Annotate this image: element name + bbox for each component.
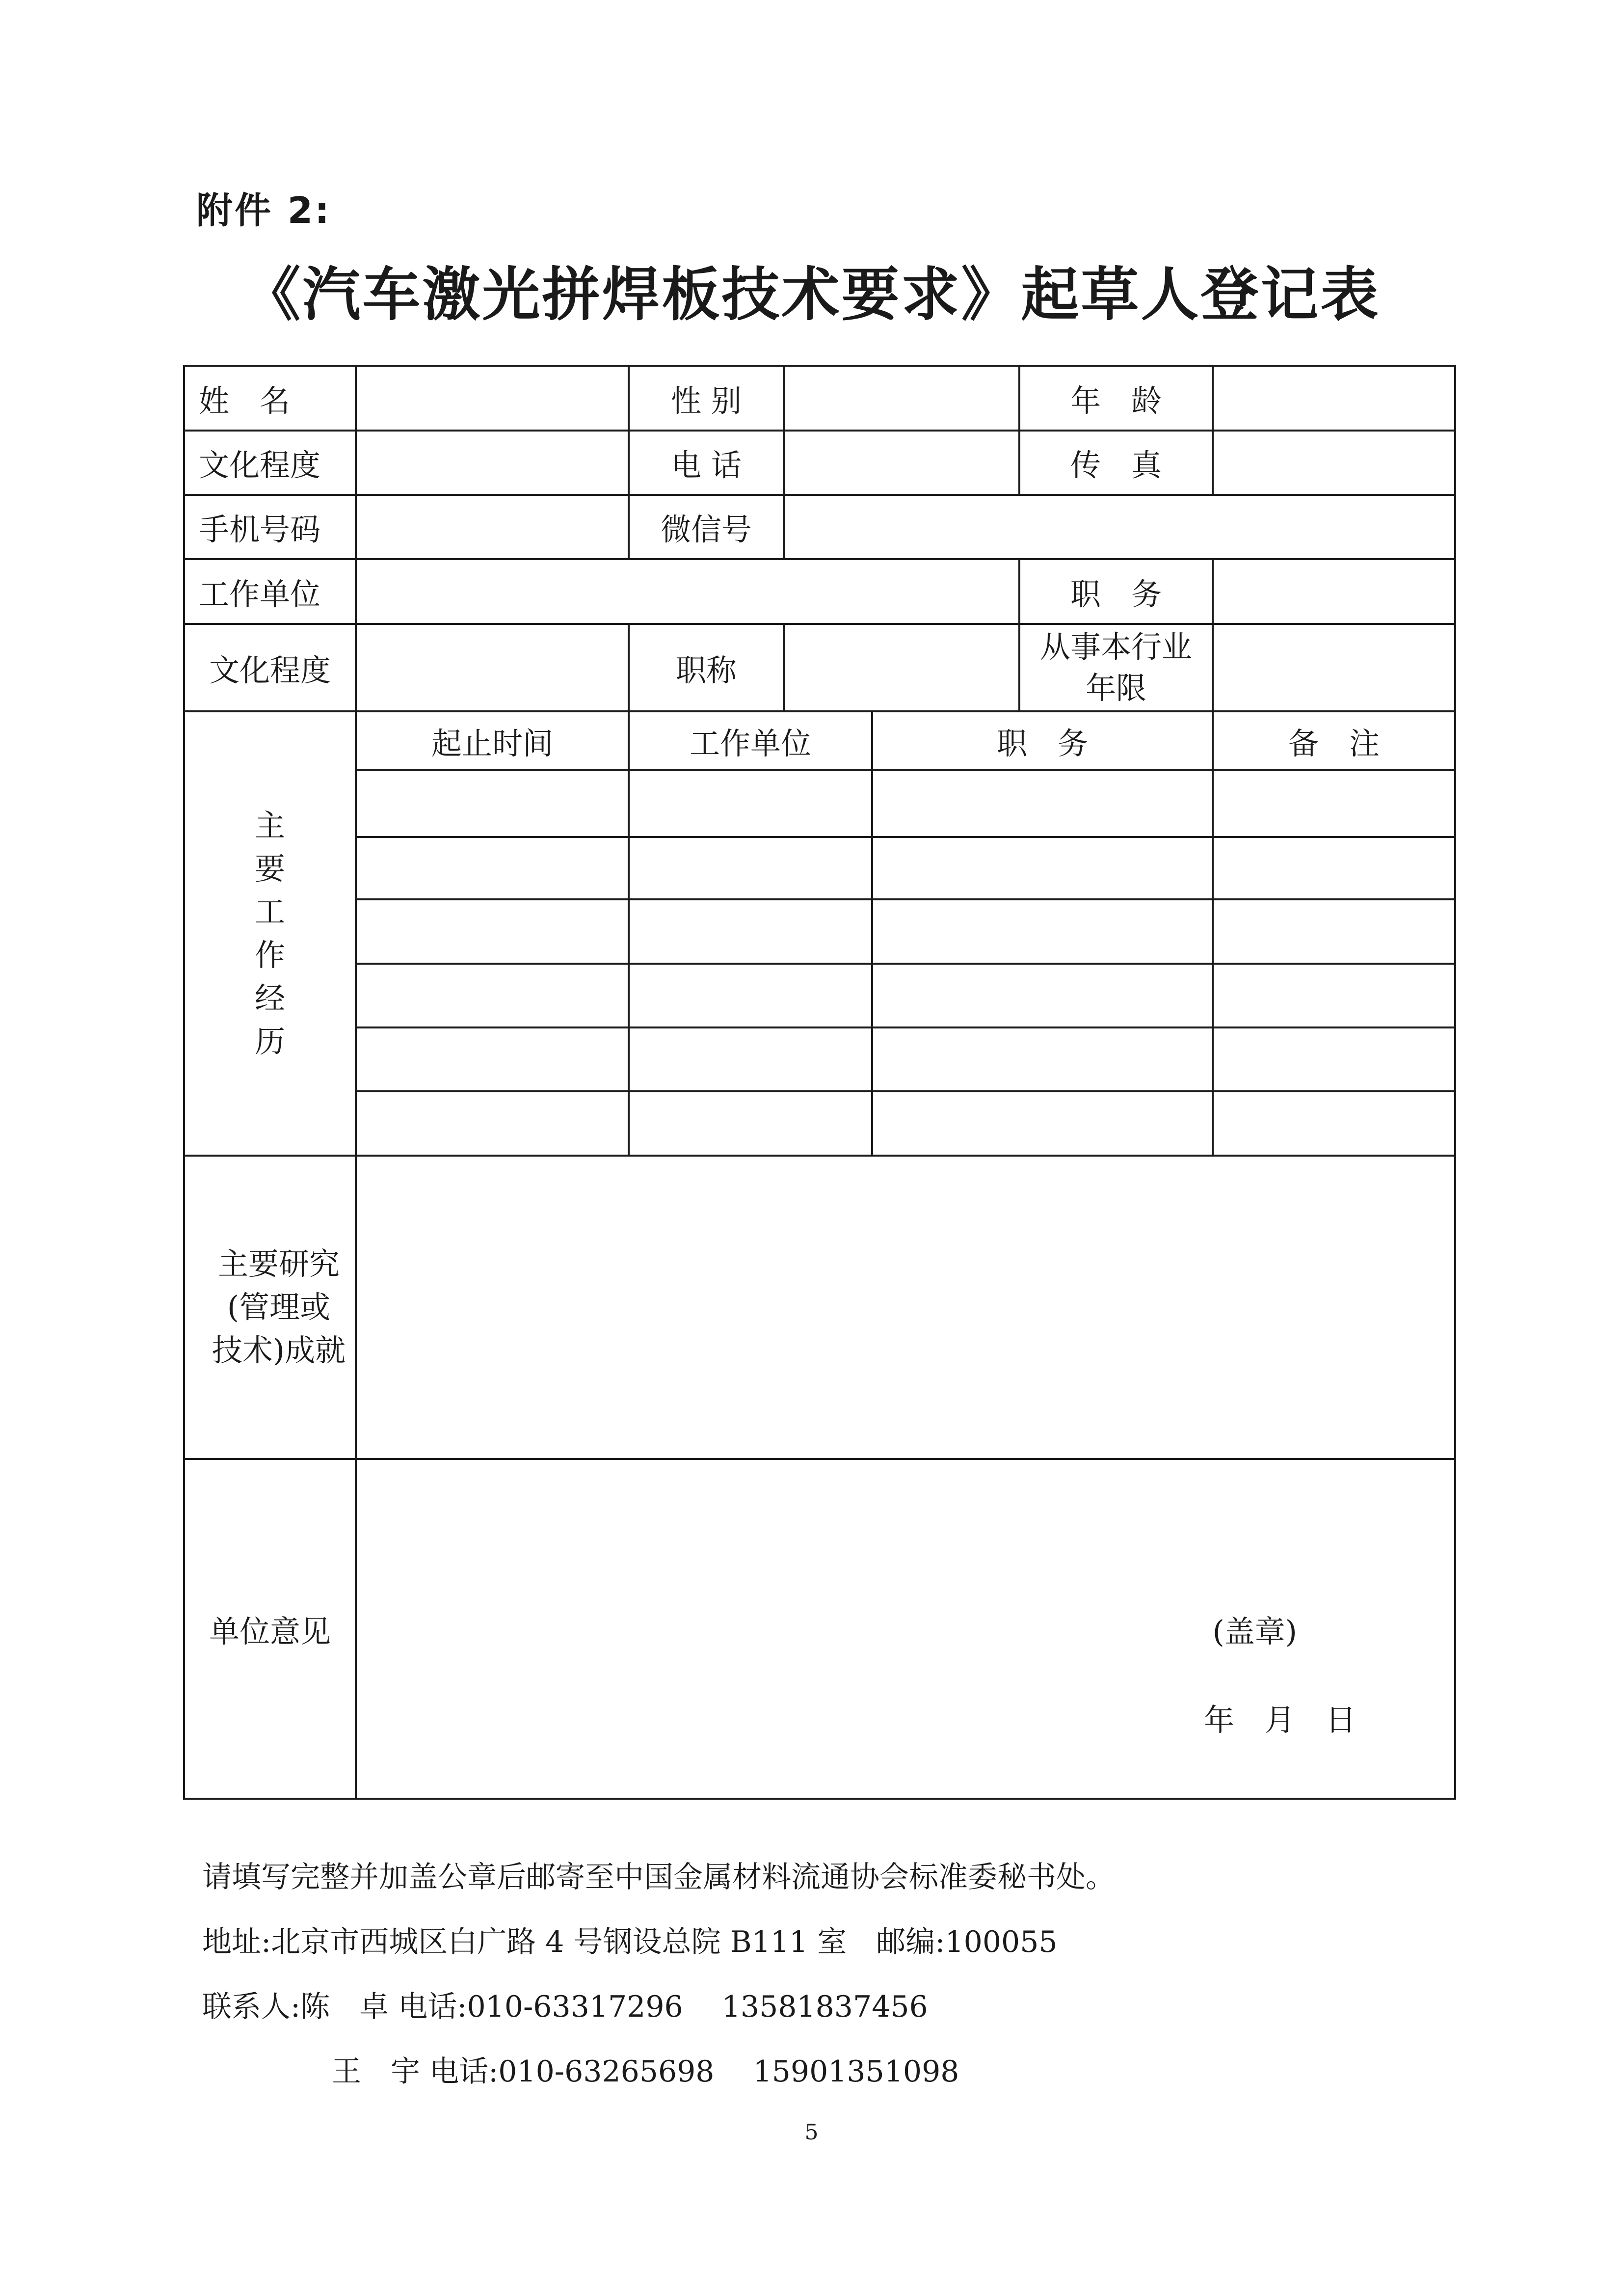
label-title: 职称 — [629, 624, 784, 711]
field-title[interactable] — [784, 624, 1019, 711]
field-position[interactable] — [1213, 559, 1455, 624]
history-position-cell[interactable] — [872, 899, 1213, 964]
field-fax[interactable] — [1213, 431, 1455, 495]
label-fax: 传 真 — [1019, 431, 1213, 495]
history-period-cell[interactable] — [356, 964, 629, 1027]
label-gender: 性 别 — [629, 366, 784, 431]
history-unit-cell[interactable] — [629, 899, 872, 964]
label-mobile: 手机号码 — [184, 495, 356, 559]
history-period-cell[interactable] — [356, 1027, 629, 1091]
history-remarks-cell[interactable] — [1213, 899, 1455, 964]
history-remarks-cell[interactable] — [1213, 1027, 1455, 1091]
field-gender[interactable] — [784, 366, 1019, 431]
history-position-cell[interactable] — [872, 837, 1213, 899]
column-header-period: 起止时间 — [356, 711, 629, 770]
field-work-unit[interactable] — [356, 559, 1019, 624]
column-header-work-unit: 工作单位 — [629, 711, 872, 770]
history-period-cell[interactable] — [356, 1091, 629, 1156]
seal-label: (盖章) — [1212, 1614, 1297, 1649]
history-remarks-cell[interactable] — [1213, 1091, 1455, 1156]
history-remarks-cell[interactable] — [1213, 770, 1455, 837]
history-period-cell[interactable] — [356, 899, 629, 964]
field-achievements[interactable] — [356, 1156, 1455, 1459]
history-position-cell[interactable] — [872, 770, 1213, 837]
footer-address: 地址:北京市西城区白广路 4 号钢设总院 B111 室 邮编:100055 — [202, 1925, 1058, 1959]
column-header-position: 职 务 — [872, 711, 1213, 770]
footer-instruction: 请填写完整并加盖公章后邮寄至中国金属材料流通协会标准委秘书处。 — [202, 1860, 1115, 1894]
footer-contact-1: 联系人:陈 卓 电话:010-63317296 13581837456 — [202, 1990, 928, 2024]
field-wechat[interactable] — [784, 495, 1455, 559]
document-title: 《汽车激光拼焊板技术要求》起草人登记表 — [242, 261, 1381, 328]
field-education[interactable] — [356, 431, 629, 495]
field-mobile[interactable] — [356, 495, 629, 559]
field-age[interactable] — [1213, 366, 1455, 431]
page-number: 5 — [804, 2120, 819, 2145]
history-row — [184, 770, 1455, 837]
history-position-cell[interactable] — [872, 1091, 1213, 1156]
history-remarks-cell[interactable] — [1213, 837, 1455, 899]
history-row — [184, 837, 1455, 899]
field-phone[interactable] — [784, 431, 1019, 495]
history-row — [184, 1027, 1455, 1091]
label-phone: 电 话 — [629, 431, 784, 495]
history-unit-cell[interactable] — [629, 770, 872, 837]
label-wechat: 微信号 — [629, 495, 784, 559]
field-industry-years[interactable] — [1213, 624, 1455, 711]
label-name: 姓 名 — [184, 366, 356, 431]
label-education: 文化程度 — [184, 431, 356, 495]
history-row — [184, 1091, 1455, 1156]
history-position-cell[interactable] — [872, 964, 1213, 1027]
history-row — [184, 899, 1455, 964]
history-period-cell[interactable] — [356, 770, 629, 837]
label-age: 年 龄 — [1019, 366, 1213, 431]
field-education-2[interactable] — [356, 624, 629, 711]
field-unit-opinion[interactable] — [356, 1459, 1455, 1799]
history-unit-cell[interactable] — [629, 964, 872, 1027]
column-header-remarks: 备 注 — [1213, 711, 1455, 770]
history-unit-cell[interactable] — [629, 1027, 872, 1091]
label-achievements: 主要研究 (管理或 技术)成就 — [184, 1156, 356, 1459]
history-row — [184, 964, 1455, 1027]
registration-form — [183, 365, 1456, 1800]
history-remarks-cell[interactable] — [1213, 964, 1455, 1027]
label-work-unit: 工作单位 — [184, 559, 356, 624]
label-work-history: 主 要 工 作 经 历 — [184, 711, 356, 1156]
label-unit-opinion: 单位意见 — [184, 1459, 356, 1799]
footer-contact-2: 王 宇 电话:010-63265698 15901351098 — [332, 2054, 959, 2089]
history-position-cell[interactable] — [872, 1027, 1213, 1091]
field-name[interactable] — [356, 366, 629, 431]
label-position: 职 务 — [1019, 559, 1213, 624]
history-unit-cell[interactable] — [629, 837, 872, 899]
attachment-label: 附件 2: — [196, 189, 331, 232]
history-period-cell[interactable] — [356, 837, 629, 899]
date-label: 年 月 日 — [1203, 1702, 1356, 1738]
history-unit-cell[interactable] — [629, 1091, 872, 1156]
label-industry-years: 从事本行业年限 — [1019, 624, 1213, 711]
label-education-2: 文化程度 — [184, 624, 356, 711]
